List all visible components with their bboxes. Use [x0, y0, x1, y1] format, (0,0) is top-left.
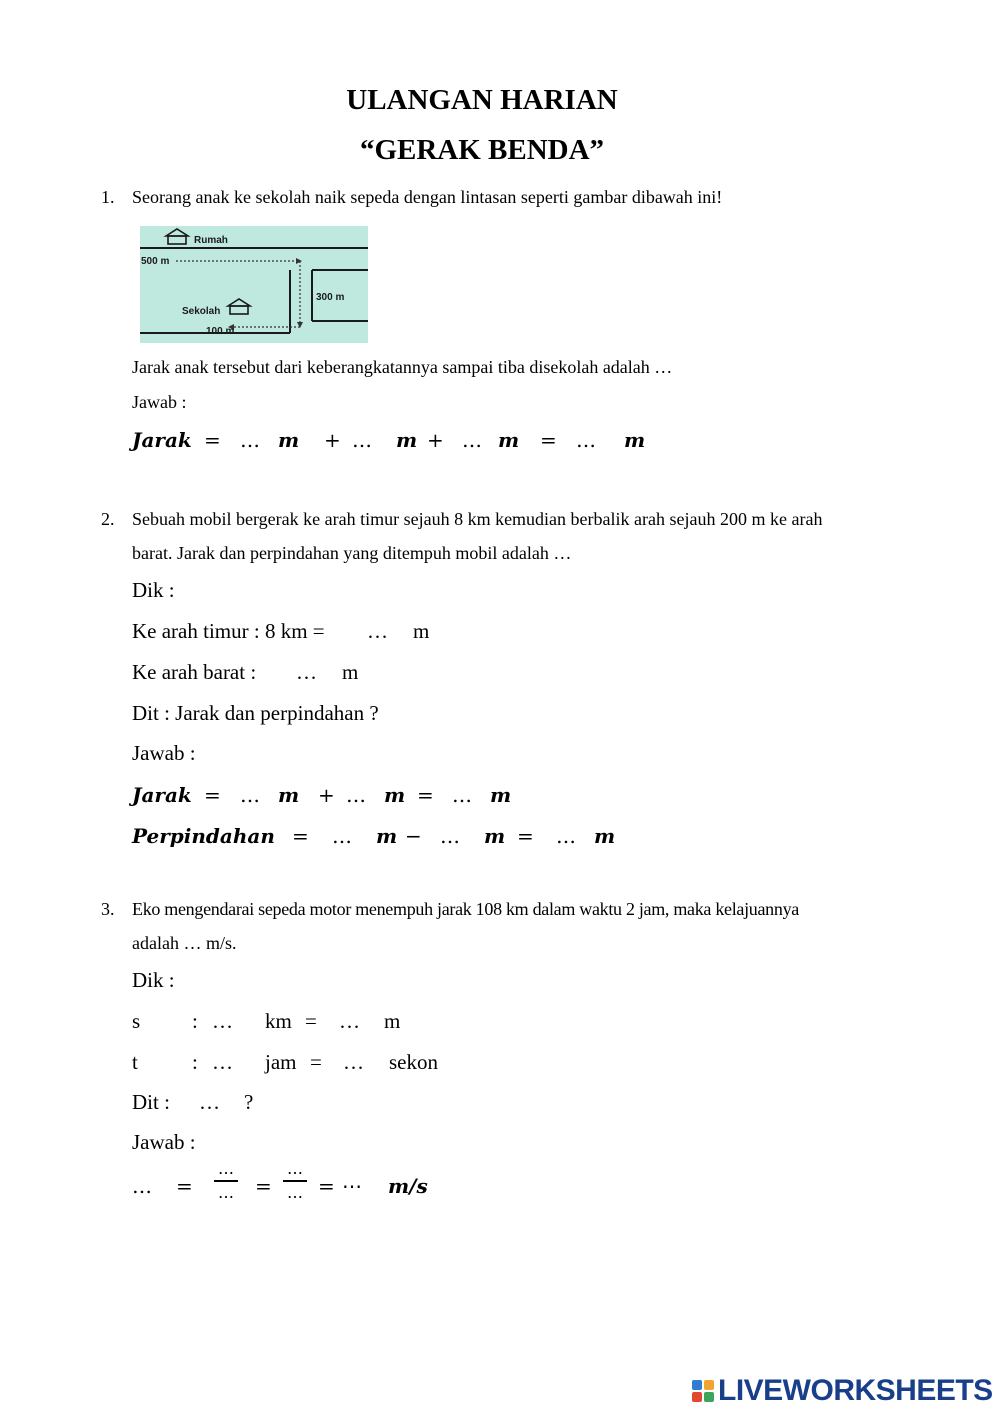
q3-fraction-2-bar	[283, 1180, 307, 1182]
q3-fraction-1	[214, 1160, 238, 1202]
q1-eq-label: Jarak	[132, 428, 192, 452]
q3-s-colon: :	[192, 1009, 198, 1033]
q3-number: 3.	[101, 899, 115, 919]
q2-dit: Dit : Jarak dan perpindahan ?	[132, 701, 379, 725]
q1-plus-1: +	[324, 428, 341, 452]
q3-fraction-1-numerator[interactable]: …	[218, 1159, 234, 1178]
q3-formula-result[interactable]: ⋯	[342, 1174, 362, 1198]
q2-barat-blank[interactable]: …	[296, 660, 317, 684]
q3-t-unit-2: sekon	[389, 1050, 438, 1074]
q3-line1: Eko mengendarai sepeda motor menempuh jarak 108 km dalam waktu 2 jam, maka kelajuannya	[132, 899, 799, 919]
q3-formula-equals-3: =	[318, 1174, 335, 1198]
q3-dit-question: ?	[244, 1090, 254, 1114]
q3-s-blank-1[interactable]: …	[212, 1009, 233, 1033]
q3-t-blank-2[interactable]: …	[343, 1050, 364, 1074]
liveworksheets-logo	[692, 1376, 993, 1406]
q2-barat-unit: m	[342, 660, 359, 684]
q2-perpindahan-equals-2: =	[517, 824, 534, 848]
label-sekolah: Sekolah	[182, 306, 221, 317]
q2-perpindahan-label: Perpindahan	[132, 824, 275, 848]
q1-eq-equals-2: =	[540, 428, 557, 452]
q1-blank-2[interactable]: …	[352, 428, 372, 452]
q3-line2: adalah … m/s.	[132, 933, 237, 953]
q3-fraction-2	[283, 1160, 307, 1202]
q2-line1: Sebuah mobil bergerak ke arah timur sejauh 8 km kemudian berbalik arah sejauh 200 m ke arah	[132, 509, 823, 529]
q2-perpindahan-equals: =	[292, 824, 309, 848]
page-subtitle: “GERAK BENDA”	[359, 134, 605, 166]
q1-blank-4[interactable]: …	[576, 428, 596, 452]
q2-timur-label: Ke arah timur : 8 km =	[132, 619, 325, 643]
q3-jawab: Jawab :	[132, 1130, 196, 1154]
q2-perpindahan-minus: −	[405, 824, 422, 848]
q3-dik: Dik :	[132, 968, 175, 992]
q2-perpindahan-blank-1[interactable]: …	[332, 824, 352, 848]
q3-fraction-1-bar	[214, 1180, 238, 1182]
q1-unit-2: m	[396, 428, 418, 452]
q2-jarak-unit-3: m	[490, 783, 512, 807]
q2-perpindahan-unit-1: m	[376, 824, 398, 848]
q1-unit-3: m	[498, 428, 520, 452]
q3-t-unit-1: jam	[265, 1050, 297, 1074]
q3-s-blank-2[interactable]: …	[339, 1009, 360, 1033]
q2-jarak-equals-2: =	[417, 783, 434, 807]
q2-jarak-unit-2: m	[384, 783, 406, 807]
q2-jarak-plus: +	[318, 783, 335, 807]
q3-formula-equals-2: =	[255, 1174, 272, 1198]
q3-formula-equals-1: =	[176, 1174, 193, 1198]
q3-formula-lhs[interactable]: …	[132, 1174, 152, 1198]
q3-t-equals: =	[310, 1050, 322, 1074]
q2-jarak-equals: =	[204, 783, 221, 807]
label-300m: 300 m	[316, 292, 345, 303]
q1-unit-4: m	[624, 428, 646, 452]
q2-jarak-blank-1[interactable]: …	[240, 783, 260, 807]
q2-perpindahan-unit-3: m	[594, 824, 616, 848]
q2-jarak-unit-1: m	[278, 783, 300, 807]
logo-wordmark: LIVEWORKSHEETS	[718, 1374, 993, 1407]
label-100m: 100 m	[206, 326, 235, 337]
q2-jawab: Jawab :	[132, 741, 196, 765]
route-figure	[140, 226, 368, 343]
q3-formula-unit: m/s	[388, 1174, 428, 1198]
q1-blank-1[interactable]: …	[240, 428, 260, 452]
q3-fraction-1-denominator[interactable]: …	[218, 1183, 234, 1202]
q3-t-symbol: t	[132, 1050, 138, 1074]
q2-barat-label: Ke arah barat :	[132, 660, 257, 684]
q2-timur-unit: m	[413, 619, 430, 643]
q3-fraction-2-denominator[interactable]: …	[287, 1183, 303, 1202]
q3-dit-blank[interactable]: …	[199, 1090, 220, 1114]
q1-unit-1: m	[278, 428, 300, 452]
q2-perpindahan-unit-2: m	[484, 824, 506, 848]
q2-jarak-blank-2[interactable]: …	[346, 783, 366, 807]
q2-line2: barat. Jarak dan perpindahan yang ditempuh mobil adalah …	[132, 543, 572, 563]
q1-question: Jarak anak tersebut dari keberangkatannya sampai tiba disekolah adalah …	[132, 357, 673, 377]
q3-t-blank-1[interactable]: …	[212, 1050, 233, 1074]
q2-number: 2.	[101, 509, 115, 529]
q2-jarak-label: Jarak	[132, 783, 192, 807]
logo-grid-icon	[692, 1380, 714, 1402]
q3-fraction-2-numerator[interactable]: …	[287, 1159, 303, 1178]
q1-number: 1.	[101, 187, 115, 207]
q3-s-unit-2: m	[384, 1009, 401, 1033]
q1-plus-2: +	[427, 428, 444, 452]
q1-eq-equals: =	[204, 428, 221, 452]
q3-t-colon: :	[192, 1050, 198, 1074]
q1-jawab: Jawab :	[132, 392, 187, 412]
q3-s-unit-1: km	[265, 1009, 292, 1033]
q3-dit-label: Dit :	[132, 1090, 170, 1114]
label-rumah: Rumah	[194, 235, 228, 246]
q3-s-equals: =	[305, 1009, 317, 1033]
q2-jarak-blank-3[interactable]: …	[452, 783, 472, 807]
q3-s-symbol: s	[132, 1009, 141, 1033]
page-title: ULANGAN HARIAN	[346, 84, 618, 116]
q1-text: Seorang anak ke sekolah naik sepeda dengan lintasan seperti gambar dibawah ini!	[132, 187, 723, 207]
q2-perpindahan-blank-2[interactable]: …	[440, 824, 460, 848]
q1-blank-3[interactable]: …	[462, 428, 482, 452]
label-500m: 500 m	[141, 256, 170, 267]
q2-timur-blank[interactable]: …	[367, 619, 388, 643]
q2-dik: Dik :	[132, 578, 175, 602]
q2-perpindahan-blank-3[interactable]: …	[556, 824, 576, 848]
